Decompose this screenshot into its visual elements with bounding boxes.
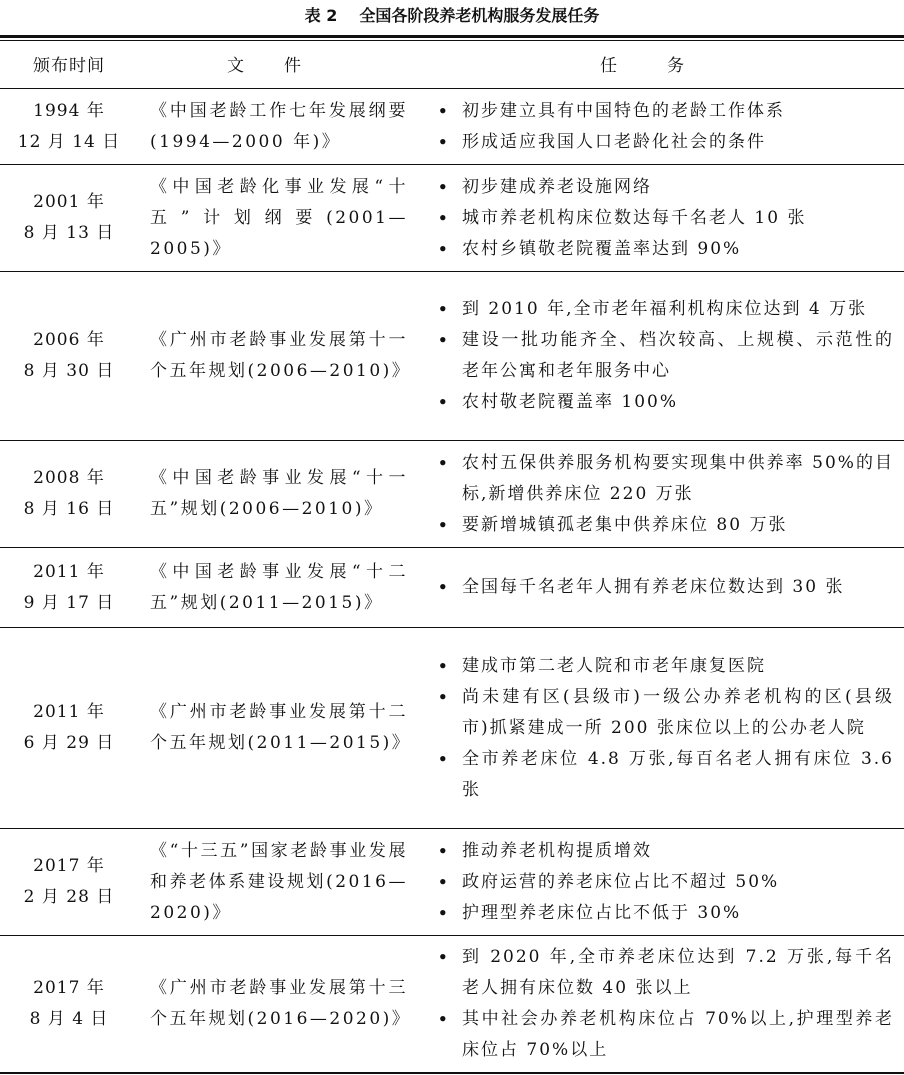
bullet-icon: • [438, 331, 450, 349]
date-cell [0, 829, 138, 935]
bullet-icon: • [438, 239, 450, 258]
document-title: 《中国老龄化事业发展“十五”计划纲要(2001—2005)》 [150, 176, 408, 259]
table-row [0, 165, 904, 271]
task-text: 要新增城镇孤老集中供养床位 80 万张 [462, 514, 788, 535]
date-day: 2 月 28 日 [23, 887, 115, 907]
bullet-icon: • [438, 687, 450, 706]
table-row [0, 272, 904, 440]
header-document-label: 文件 [227, 56, 341, 76]
bottom-rule [0, 1072, 904, 1074]
document-cell [150, 628, 412, 828]
task-item [436, 127, 894, 158]
table-row [0, 548, 904, 627]
date-day: 6 月 29 日 [23, 733, 115, 753]
table-title-text: 全国各阶段养老机构服务发展任务 [359, 6, 600, 25]
task-text: 政府运营的养老床位占比不超过 50% [462, 871, 780, 892]
document-cell [150, 441, 408, 547]
date-cell [0, 548, 138, 627]
task-item [436, 942, 894, 1004]
task-list [436, 96, 894, 158]
bullet-icon: • [438, 903, 450, 922]
table-row [0, 441, 904, 547]
task-text: 建成市第二老人院和市老年康复医院 [462, 655, 766, 676]
date-year: 2011 年 [33, 702, 105, 722]
task-text: 推动养老机构提质增效 [462, 840, 652, 861]
task-item [436, 294, 894, 325]
bullet-icon: • [438, 453, 450, 472]
task-text: 全市养老床位 4.8 万张,每百名老人拥有床位 3.6 张 [462, 748, 894, 800]
task-text: 其中社会办养老机构床位占 70%以上,护理型养老床位占 70%以上 [462, 1009, 894, 1060]
table-row [0, 936, 904, 1072]
bullet-icon: • [438, 515, 450, 534]
task-text: 初步建成养老设施网络 [462, 176, 652, 197]
bullet-icon: • [438, 132, 450, 151]
task-text: 建设一批功能齐全、档次较高、上规模、示范性的老年公寓和老年服务中心 [462, 330, 894, 381]
task-list [436, 448, 894, 541]
document-cell [150, 548, 408, 627]
bullet-icon: • [438, 578, 450, 596]
date-day: 8 月 13 日 [23, 223, 115, 243]
task-text: 农村五保供养服务机构要实现集中供养率 50%的目标,新增供养床位 220 万张 [462, 452, 894, 504]
task-item [436, 387, 894, 418]
bullet-icon: • [438, 300, 450, 318]
date-cell [0, 89, 138, 164]
bullet-icon: • [438, 656, 450, 675]
task-list [436, 836, 894, 929]
task-text: 初步建立具有中国特色的老龄工作体系 [462, 100, 785, 121]
tasks-cell [436, 548, 894, 627]
table-row [0, 829, 904, 935]
top-rule [0, 35, 904, 38]
task-item [436, 1004, 894, 1066]
task-text: 形成适应我国人口老龄化社会的条件 [462, 131, 766, 152]
task-item [436, 96, 894, 127]
task-text: 全国每千名老年人拥有养老床位数达到 30 张 [462, 577, 845, 597]
date-day: 12 月 14 日 [17, 131, 121, 152]
task-item [436, 898, 894, 929]
bullet-icon: • [438, 1010, 450, 1028]
task-item [436, 744, 894, 806]
task-text: 尚未建有区(县级市)一级公办养老机构的区(县级市)抓紧建成一所 200 张床位以上的公办老人院 [462, 686, 894, 738]
date-year: 2017 年 [33, 978, 105, 998]
bullet-icon: • [438, 208, 450, 227]
top-rule-thin [0, 40, 904, 41]
date-year: 2006 年 [33, 330, 105, 350]
table-title [0, 4, 904, 28]
document-cell [150, 272, 412, 440]
date-day: 8 月 16 日 [23, 499, 115, 519]
task-text: 护理型养老床位占比不低于 30% [462, 902, 742, 923]
header-tasks [430, 44, 904, 88]
bullet-icon: • [438, 101, 450, 120]
task-item [436, 651, 894, 682]
bullet-icon: • [438, 393, 450, 411]
header-tasks-label: 任务 [600, 56, 734, 76]
date-day: 8 月 30 日 [23, 361, 115, 381]
date-year: 2017 年 [33, 856, 105, 876]
task-list [436, 651, 894, 806]
table-row [0, 89, 904, 164]
header-date: 颁布时间 [33, 56, 105, 76]
task-list [436, 294, 894, 418]
table-number: 表 2 [304, 6, 338, 25]
date-cell [0, 272, 138, 440]
bullet-icon: • [438, 749, 450, 768]
tasks-cell [436, 829, 894, 935]
task-item [436, 682, 894, 744]
tasks-cell [436, 628, 894, 828]
date-cell [0, 936, 138, 1072]
bullet-icon: • [438, 948, 450, 966]
task-item [436, 867, 894, 898]
document-title: 《中国老龄事业发展“十一五”规划(2006—2010)》 [150, 468, 408, 519]
document-title: 《中国老龄工作七年发展纲要(1994—2000 年)》 [150, 100, 408, 152]
document-cell [150, 829, 408, 935]
tasks-cell [436, 441, 894, 547]
task-text: 农村乡镇敬老院覆盖率达到 90% [462, 238, 742, 259]
task-text: 到 2020 年,全市养老床位达到 7.2 万张,每千名老人拥有床位数 40 张以上 [462, 947, 894, 998]
document-title: 《中国老龄事业发展“十二五”规划(2011—2015)》 [150, 561, 408, 613]
task-item [436, 234, 894, 265]
document-title: 《广州市老龄事业发展第十一个五年规划(2006—2010)》 [150, 330, 412, 381]
table-row [0, 628, 904, 828]
date-year: 2001 年 [33, 192, 105, 212]
document-title: 《“十三五”国家老龄事业发展和养老体系建设规划(2016—2020)》 [150, 840, 408, 923]
document-title: 《广州市老龄事业发展第十三个五年规划(2016—2020)》 [150, 978, 412, 1029]
date-cell [0, 165, 138, 271]
task-text: 城市养老机构床位数达每千名老人 10 张 [462, 207, 807, 228]
date-day: 9 月 17 日 [23, 592, 115, 613]
tasks-cell [436, 272, 894, 440]
document-cell [150, 165, 408, 271]
date-day: 8 月 4 日 [29, 1009, 109, 1029]
document-cell [150, 89, 408, 164]
document-title: 《广州市老龄事业发展第十二个五年规划(2011—2015)》 [150, 702, 412, 753]
task-item [436, 325, 894, 387]
date-cell [0, 441, 138, 547]
task-item [436, 836, 894, 867]
tasks-cell [436, 89, 894, 164]
document-cell [150, 936, 412, 1072]
task-item [436, 203, 894, 234]
date-year: 2011 年 [33, 561, 105, 582]
task-text: 到 2010 年,全市老年福利机构床位达到 4 万张 [462, 299, 868, 319]
date-cell [0, 628, 138, 828]
task-item [436, 448, 894, 510]
tasks-cell [436, 936, 894, 1072]
task-item [436, 572, 894, 603]
date-year: 1994 年 [33, 100, 105, 121]
tasks-cell [436, 165, 894, 271]
date-year: 2008 年 [33, 468, 105, 488]
bullet-icon: • [438, 872, 450, 891]
task-text: 农村敬老院覆盖率 100% [462, 392, 679, 412]
bullet-icon: • [438, 841, 450, 860]
bullet-icon: • [438, 177, 450, 196]
task-list [436, 172, 894, 265]
task-item [436, 172, 894, 203]
header-document [138, 44, 430, 88]
task-list [436, 942, 894, 1066]
task-list [436, 572, 894, 603]
task-item [436, 510, 894, 541]
